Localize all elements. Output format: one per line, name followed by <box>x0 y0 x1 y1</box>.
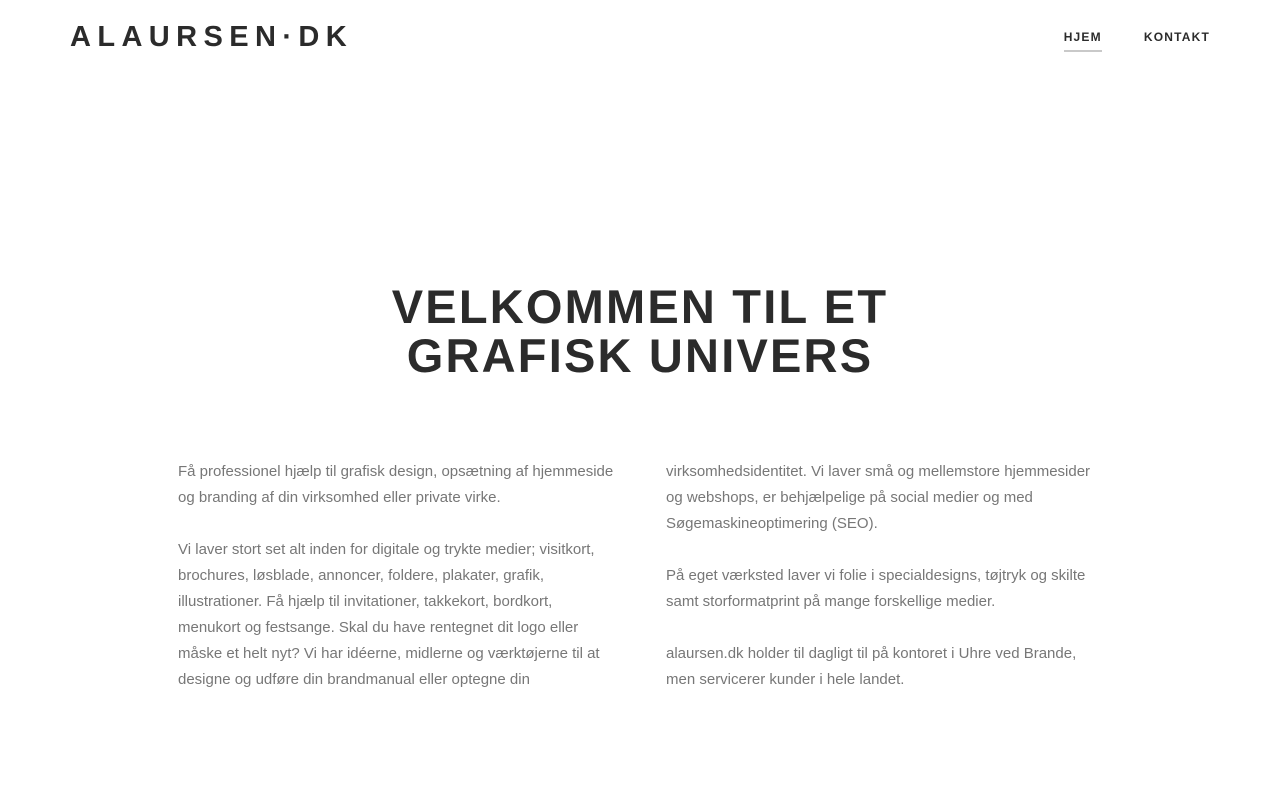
location-paragraph: alaursen.dk holder til dagligt til på kontoret i Uhre ved Brande, men servicerer kunder i hele landet. <box>666 645 1077 688</box>
hero-title <box>0 282 1280 380</box>
services-paragraph-continued: virksomhedsidentitet. Vi laver små og mellemstore hjemmesider og webshops, er behjælpelige på social medier og med Søgemaskineoptimering (SEO). <box>666 463 1091 532</box>
hero-title-line-2: GRAFISK UNIVERS <box>406 329 874 382</box>
site-header <box>0 0 1280 74</box>
nav-item-hjem[interactable]: HJEM <box>1064 29 1102 52</box>
hero-title-line-1: VELKOMMEN TIL ET <box>391 280 889 333</box>
site-logo[interactable]: ALAURSEN·DK <box>70 21 354 53</box>
intro-paragraph: Få professionel hjælp til grafisk design, opsætning af hjemmeside og branding af din virksomhed eller private virke. <box>178 463 614 506</box>
workshop-paragraph: På eget værksted laver vi folie i specialdesigns, tøjtryk og skilte samt storformatprint på mange forskellige medier. <box>666 567 1086 610</box>
services-paragraph: Vi laver stort set alt inden for digitale og trykte medier; visitkort, brochures, løsblade, annoncer, foldere, plakater, grafik, illustrationer. Få hjælp til invitationer, takkekort, bordkort, menukort og festsange. Skal du have rentegnet dit logo eller måske et helt nyt? Vi har idéerne, midlerne og værktøjerne til at designe og udføre din brandmanual eller optegne din <box>178 541 600 688</box>
content-column-right <box>666 459 1106 719</box>
main-nav <box>1064 29 1210 52</box>
nav-item-kontakt[interactable]: KONTAKT <box>1143 30 1210 44</box>
content-column-left <box>178 459 618 719</box>
